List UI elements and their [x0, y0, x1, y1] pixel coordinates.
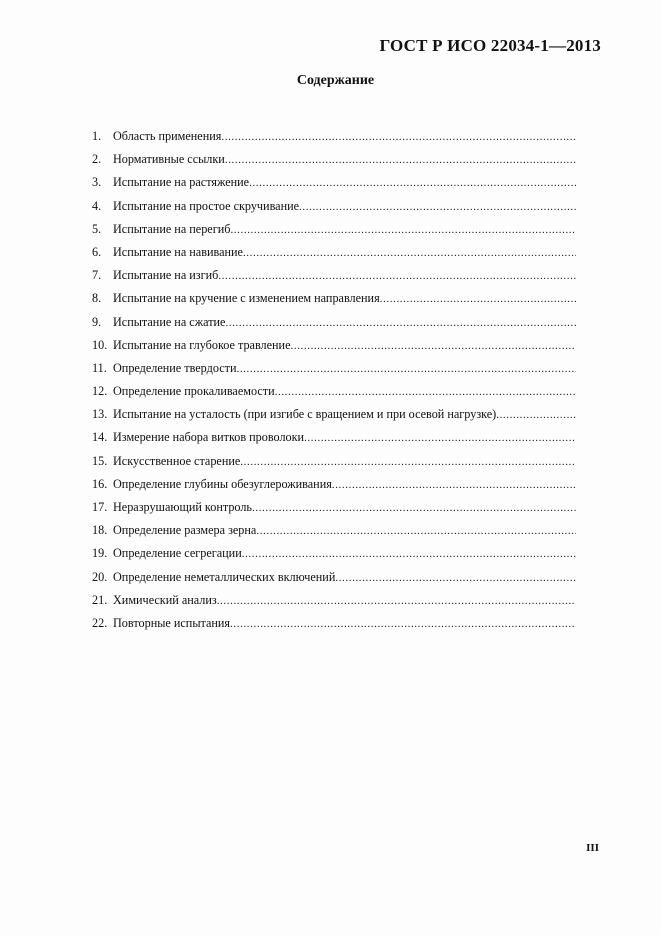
toc-entry — [92, 589, 576, 612]
toc-entry-number: 14. — [92, 430, 108, 445]
toc-dot-leader — [304, 427, 576, 450]
toc-entry — [92, 612, 576, 635]
toc-dot-leader — [217, 590, 576, 613]
toc-entry-title: Определение неметаллических включений — [113, 569, 336, 584]
toc-dot-leader — [332, 474, 576, 497]
toc-entry — [92, 311, 576, 334]
toc-entry-title: Испытание на кручение с изменением направления — [113, 291, 380, 306]
toc-entry-title: Испытание на усталость (при изгибе с вращением и при осевой нагрузке) — [113, 407, 497, 422]
toc-dot-leader — [240, 451, 576, 474]
toc-entry-number: 11. — [92, 360, 107, 375]
toc-entry — [92, 473, 576, 496]
toc-entry-title: Область применения — [113, 129, 222, 143]
toc-dot-leader — [256, 520, 576, 543]
toc-dot-leader — [218, 265, 576, 288]
toc-entry-title: Определение размера зерна — [113, 523, 257, 538]
toc-entry-number: 12. — [92, 384, 108, 399]
toc-entry-number: 2. — [92, 152, 102, 167]
table-of-contents — [92, 125, 576, 635]
toc-entry-title: Искусственное старение — [113, 453, 241, 468]
toc-entry-title: Повторные испытания — [113, 615, 231, 630]
toc-entry — [92, 334, 576, 357]
toc-dot-leader — [242, 543, 576, 566]
toc-entry-number: 15. — [92, 453, 108, 468]
toc-entry-number: 4. — [92, 198, 102, 213]
toc-entry-number: 20. — [92, 569, 108, 584]
toc-dot-leader — [243, 242, 576, 265]
toc-title: Содержание — [296, 73, 375, 88]
toc-dot-leader — [225, 149, 576, 172]
toc-dot-leader — [380, 288, 576, 311]
toc-entry-number: 8. — [92, 291, 102, 306]
toc-dot-leader — [230, 219, 576, 242]
toc-entry — [92, 519, 576, 542]
toc-entry-title: Химический анализ — [113, 592, 217, 607]
toc-entry — [92, 241, 576, 264]
toc-dot-leader — [221, 126, 576, 149]
page-number: III — [586, 842, 599, 854]
toc-entry-title: Определение сегрегации — [113, 546, 242, 561]
toc-entry-title: Испытание на глубокое травление — [113, 337, 291, 352]
toc-dot-leader — [275, 381, 576, 404]
toc-entry — [92, 148, 576, 171]
toc-dot-leader — [249, 172, 576, 195]
toc-entry-number: 1. — [92, 129, 102, 143]
toc-entry-number: 13. — [92, 407, 108, 422]
toc-dot-leader — [230, 613, 576, 636]
toc-entry-number: 16. — [92, 476, 108, 491]
toc-entry-title: Неразрушающий контроль — [113, 500, 252, 514]
toc-entry — [92, 171, 576, 194]
document-code: ГОСТ Р ИСО 22034-1—2013 — [379, 36, 601, 55]
toc-entry-number: 7. — [92, 268, 102, 283]
toc-dot-leader — [225, 312, 576, 335]
toc-entry-title: Измерение набора витков проволоки — [113, 430, 305, 445]
toc-entry — [92, 496, 576, 519]
toc-entry — [92, 357, 576, 380]
toc-entry-title: Нормативные ссылки — [113, 152, 225, 167]
toc-entry-number: 6. — [92, 244, 102, 259]
toc-entry-number: 22. — [92, 615, 108, 630]
toc-entry — [92, 264, 576, 287]
toc-entry-number: 5. — [92, 221, 102, 236]
toc-entry — [92, 287, 576, 310]
toc-entry — [92, 125, 576, 148]
toc-dot-leader — [236, 358, 576, 381]
toc-entry-number: 17. — [92, 500, 108, 514]
toc-entry-number: 10. — [92, 337, 108, 352]
toc-entry-title: Испытание на сжатие — [113, 314, 226, 329]
toc-entry-number: 18. — [92, 523, 108, 538]
toc-entry — [92, 450, 576, 473]
toc-entry-number: 3. — [92, 175, 102, 190]
toc-entry-title: Определение твердости — [113, 360, 237, 375]
toc-entry — [92, 426, 576, 449]
toc-entry-title: Определение глубины обезуглероживания — [113, 476, 332, 491]
toc-entry-number: 21. — [92, 592, 108, 607]
toc-entry-title: Испытание на навивание — [113, 244, 243, 259]
toc-entry-number: 19. — [92, 546, 108, 561]
toc-entry-title: Испытание на перегиб — [113, 221, 231, 236]
toc-entry — [92, 195, 576, 218]
toc-entry — [92, 218, 576, 241]
toc-dot-leader — [496, 404, 576, 427]
toc-entry — [92, 380, 576, 403]
toc-dot-leader — [299, 196, 576, 219]
toc-dot-leader — [291, 335, 577, 358]
toc-entry-title: Испытание на изгиб — [113, 268, 219, 283]
toc-entry-number: 9. — [92, 314, 102, 329]
toc-entry — [92, 403, 576, 426]
toc-dot-leader — [252, 497, 576, 520]
toc-entry — [92, 566, 576, 589]
toc-entry-title: Определение прокаливаемости — [113, 384, 275, 399]
toc-dot-leader — [335, 567, 576, 590]
toc-entry-title: Испытание на простое скручивание — [113, 198, 300, 213]
toc-entry — [92, 542, 576, 565]
toc-entry-title: Испытание на растяжение — [113, 175, 250, 190]
